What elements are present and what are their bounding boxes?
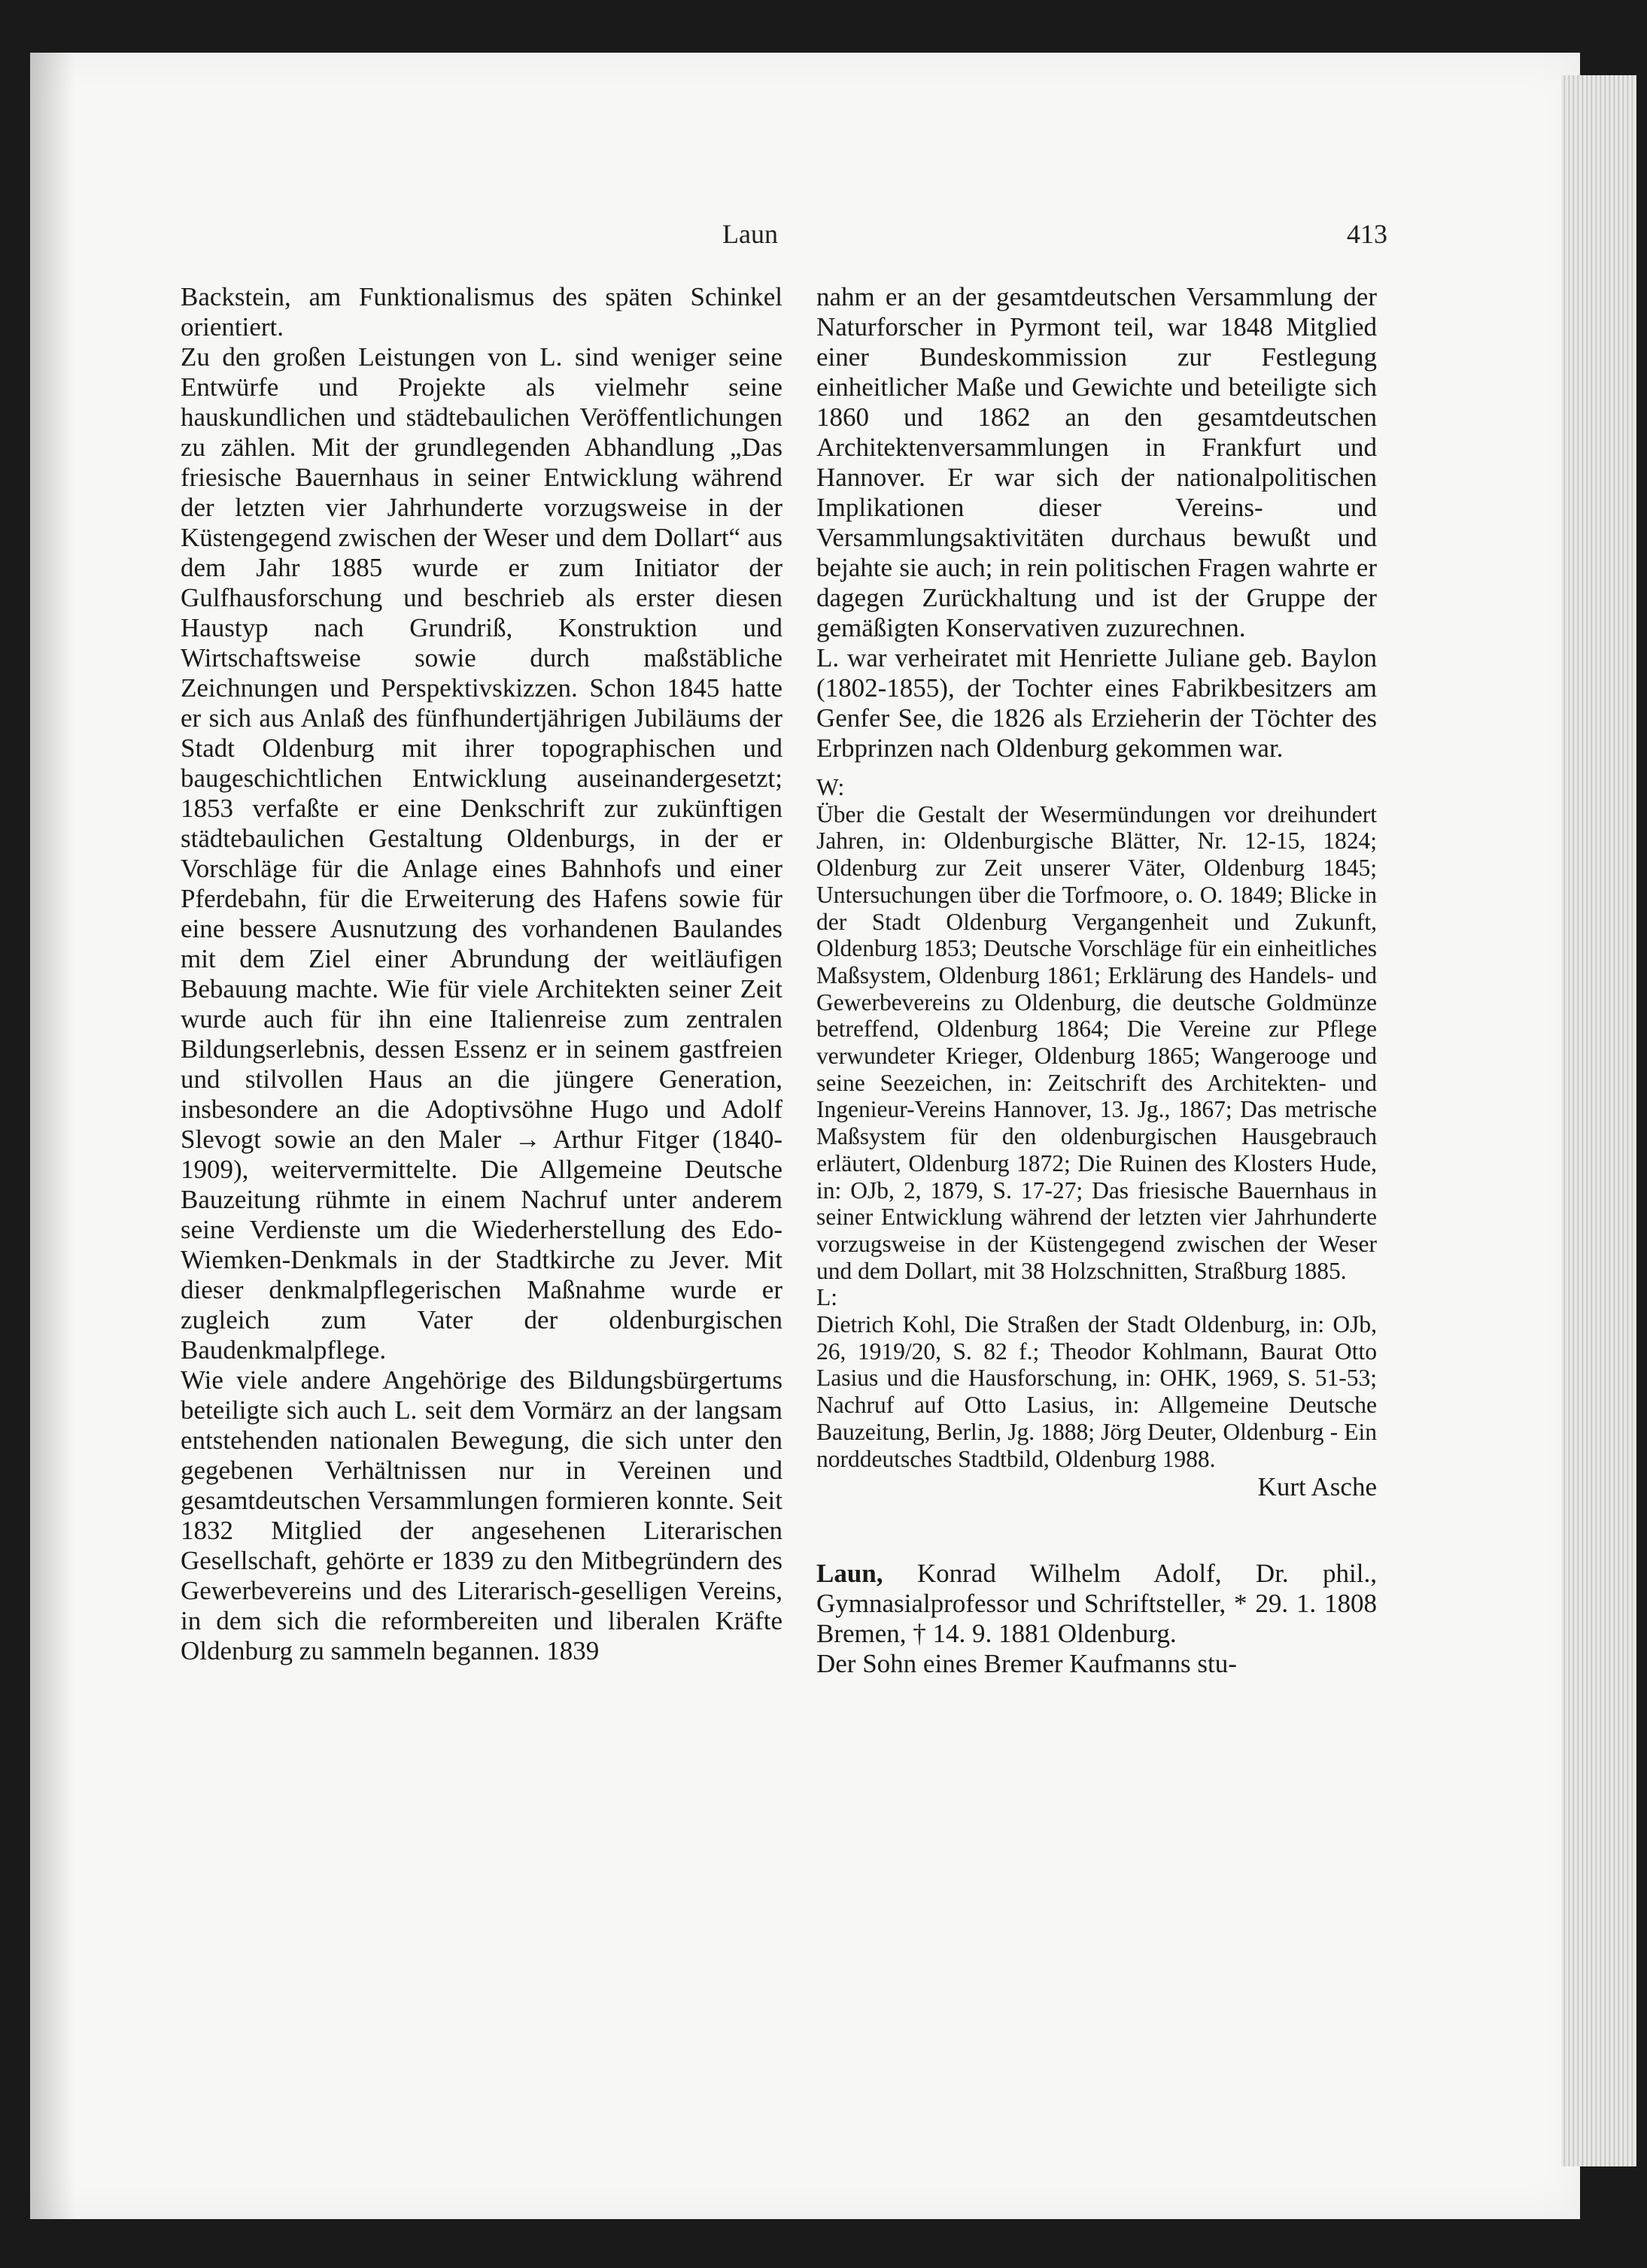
- entry-heading: [816, 1559, 1377, 1649]
- page-number: 413: [1347, 219, 1387, 249]
- paragraph: Wie viele andere Angehörige des Bildungsbürgertums beteiligte sich auch L. seit dem Vormärz an der langsam entstehenden nationalen Bewegung, die sich unter den gegebenen Verhältnissen nur in Vereinen und gesamtdeutschen Versammlungen formieren konnte. Seit 1832 Mitglied der angesehenen Literarischen Gesellschaft, gehörte er 1839 zu den Mitbegründern des Gewerbevereins und des Literarisch-geselligen Vereins, in dem sich die reformbereiten und liberalen Kräfte Oldenburg zu sammeln begannen. 1839: [181, 1365, 782, 1665]
- page-edge-stack: [1561, 75, 1636, 2166]
- entry-name: Laun,: [816, 1559, 883, 1589]
- author-signature: Kurt Asche: [1257, 1472, 1377, 1502]
- left-column: [181, 282, 782, 1666]
- entry-details: Konrad Wilhelm Adolf, Dr. phil., Gymnasialprofessor und Schriftsteller, * 29. 1. 1808 Bremen, † 14. 9. 1881 Oldenburg.: [816, 1559, 1377, 1649]
- paragraph: nahm er an der gesamtdeutschen Versammlung der Naturforscher in Pyrmont teil, war 1848 Mitglied einer Bundeskommission zur Festlegung einheitlicher Maße und Gewichte und beteiligte sich 1860 und 1862 an den gesamtdeutschen Architektenversammlungen in Frankfurt und Hannover. Er war sich der nationalpolitischen Implikationen dieser Vereins- und Versammlungsaktivitäten durchaus bewußt und bejahte sie auch; in rein politischen Fragen wahrte er dagegen Zurückhaltung und ist der Gruppe der gemäßigten Konservativen zuzurechnen.: [816, 282, 1377, 642]
- paragraph: Backstein, am Funktionalismus des späten Schinkel orientiert.: [181, 282, 782, 342]
- paragraph: Zu den großen Leistungen von L. sind weniger seine Entwürfe und Projekte als vielmehr seine hauskundlichen und städtebaulichen Veröffentlichungen zu zählen. Mit der grundlegenden Abhandlung „Das friesische Bauernhaus in seiner Entwicklung während der letzten vier Jahrhunderte vorzugsweise in der Küstengegend zwischen der Weser und dem Dollart“ aus dem Jahr 1885 wurde er zum Initiator der Gulfhausforschung und beschrieb als erster diesen Haustyp nach Grundriß, Konstruktion und Wirtschaftsweise sowie durch maßstäbliche Zeichnungen und Perspektivskizzen. Schon 1845 hatte er sich aus Anlaß des fünfhundertjährigen Jubiläums der Stadt Oldenburg mit ihrer topographischen und baugeschichtlichen Entwicklung auseinandergesetzt; 1853 verfaßte er eine Denkschrift zur zukünftigen städtebaulichen Gestaltung Oldenburgs, in der er Vorschläge für die Anlage eines Bahnhofs und einer Pferdebahn, für die Erweiterung des Hafens sowie für eine bessere Ausnutzung des vorhandenen Baulandes mit dem Ziel einer Abrundung der weitläufigen Bebauung machte. Wie für viele Architekten seiner Zeit wurde auch für ihn eine Italienreise zum zentralen Bildungserlebnis, dessen Essenz er in seinem gastfreien und stilvollen Haus an die jüngere Generation, insbesondere an die Adoptivsöhne Hugo und Adolf Slevogt sowie an den Maler → Arthur Fitger (1840-1909), weitervermittelte. Die Allgemeine Deutsche Bauzeitung rühmte in einem Nachruf unter anderem seine Verdienste um die Wiederherstellung des Edo-Wiemken-Denkmals in der Stadtkirche zu Jever. Mit dieser denkmalpflegerischen Maßnahme wurde er zugleich zum Vater der oldenburgischen Baudenkmalpflege.: [181, 342, 782, 1365]
- gutter-shadow: [30, 53, 75, 2219]
- works-list: Über die Gestalt der Wesermündungen vor dreihundert Jahren, in: Oldenburgische Blätter, Nr. 12-15, 1824; Oldenburg zur Zeit unserer Väter, Oldenburg 1845; Untersuchungen über die Torfmoore, o. O. 1849; Blicke in der Stadt Oldenburg Vergangenheit und Zukunft, Oldenburg 1853; Deutsche Vorschläge für ein einheitliches Maßsystem, Oldenburg 1861; Erklärung des Handels- und Gewerbevereins zu Oldenburg, die deutsche Goldmünze betreffend, Oldenburg 1864; Die Vereine zur Pflege verwundeter Krieger, Oldenburg 1865; Wangerooge und seine Seezeichen, in: Zeitschrift des Architekten- und Ingenieur-Vereins Hannover, 13. Jg., 1867; Das metrische Maßsystem für den oldenburgischen Hausgebrauch erläutert, Oldenburg 1872; Die Ruinen des Klosters Hude, in: OJb, 2, 1879, S. 17-27; Das friesische Bauernhaus in seiner Entwicklung während der letzten vier Jahrhunderte vorzugsweise in der Küstengegend zwischen der Weser und dem Dollart, mit 38 Holzschnitten, Straßburg 1885.: [816, 800, 1377, 1284]
- works-label: W:: [816, 774, 845, 800]
- literature-label: L:: [816, 1284, 837, 1311]
- literature-list: Dietrich Kohl, Die Straßen der Stadt Oldenburg, in: OJb, 26, 1919/20, S. 82 f.; Theodor Kohlmann, Baurat Otto Lasius und die Hausforschung, in: OHK, 1969, S. 51-53; Nachruf auf Otto Lasius, in: Allgemeine Deutsche Bauzeitung, Berlin, Jg. 1888; Jörg Deuter, Oldenburg - Ein norddeutsches Stadtbild, Oldenburg 1988.: [816, 1311, 1377, 1472]
- entry-spacer: [816, 1502, 1377, 1559]
- right-column: [816, 282, 1377, 1679]
- paragraph: L. war verheiratet mit Henriette Juliane geb. Baylon (1802-1855), der Tochter eines Fabrikbesitzers am Genfer See, die 1826 als Erzieherin der Töchter des Erbprinzen nach Oldenburg gekommen war.: [816, 643, 1377, 763]
- paragraph: Der Sohn eines Bremer Kaufmanns stu-: [816, 1649, 1237, 1679]
- running-title: Laun: [722, 219, 778, 249]
